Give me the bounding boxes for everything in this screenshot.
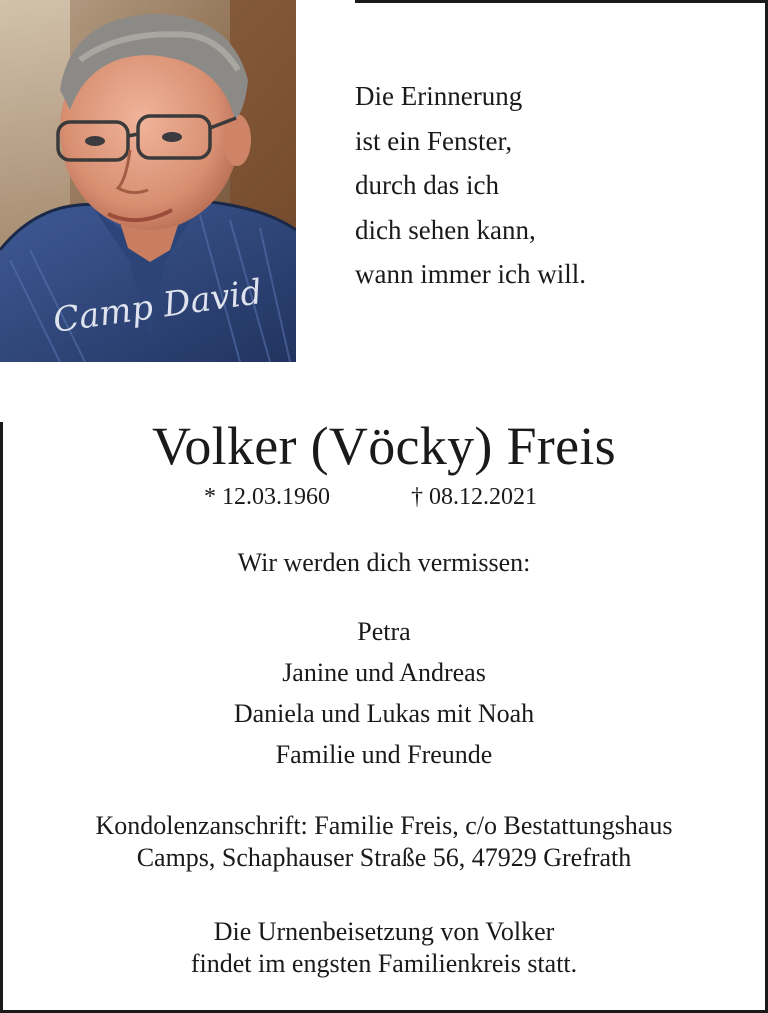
memorial-poem	[355, 74, 735, 297]
mourner-entry: Petra	[357, 617, 411, 646]
condolence-address	[0, 810, 768, 874]
poem-line: ist ein Fenster,	[355, 125, 513, 156]
mourner-entry: Janine und Andreas	[282, 658, 486, 687]
mourner-entry: Daniela und Lukas mit Noah	[233, 699, 535, 728]
condolence-line: Kondolenzanschrift: Familie Freis, c/o Bestattungshaus	[95, 811, 673, 840]
farewell-message: Wir werden dich vermissen:	[237, 548, 531, 577]
burial-note-line: findet im engsten Familienkreis statt.	[190, 949, 578, 978]
mourner-entry: Familie und Freunde	[275, 740, 493, 769]
birth-date: * 12.03.1960	[204, 484, 330, 510]
portrait-photo	[0, 0, 296, 362]
death-date: † 08.12.2021	[411, 484, 537, 510]
poem-line: durch das ich	[355, 170, 499, 200]
shirt-print-text: Camp David	[50, 272, 265, 341]
burial-note-line: Die Urnenbeisetzung von Volker	[213, 917, 555, 946]
deceased-name: Volker (Vöcky) Freis	[152, 416, 616, 476]
mourners-list	[0, 611, 768, 775]
condolence-line: Camps, Schaphauser Straße 56, 47929 Grefrath	[136, 843, 632, 872]
poem-line: wann immer ich will.	[355, 259, 586, 289]
poem-line: dich sehen kann,	[355, 214, 536, 245]
frame-top-border	[355, 0, 768, 3]
burial-note	[0, 916, 768, 980]
poem-line: Die Erinnerung	[355, 81, 523, 111]
